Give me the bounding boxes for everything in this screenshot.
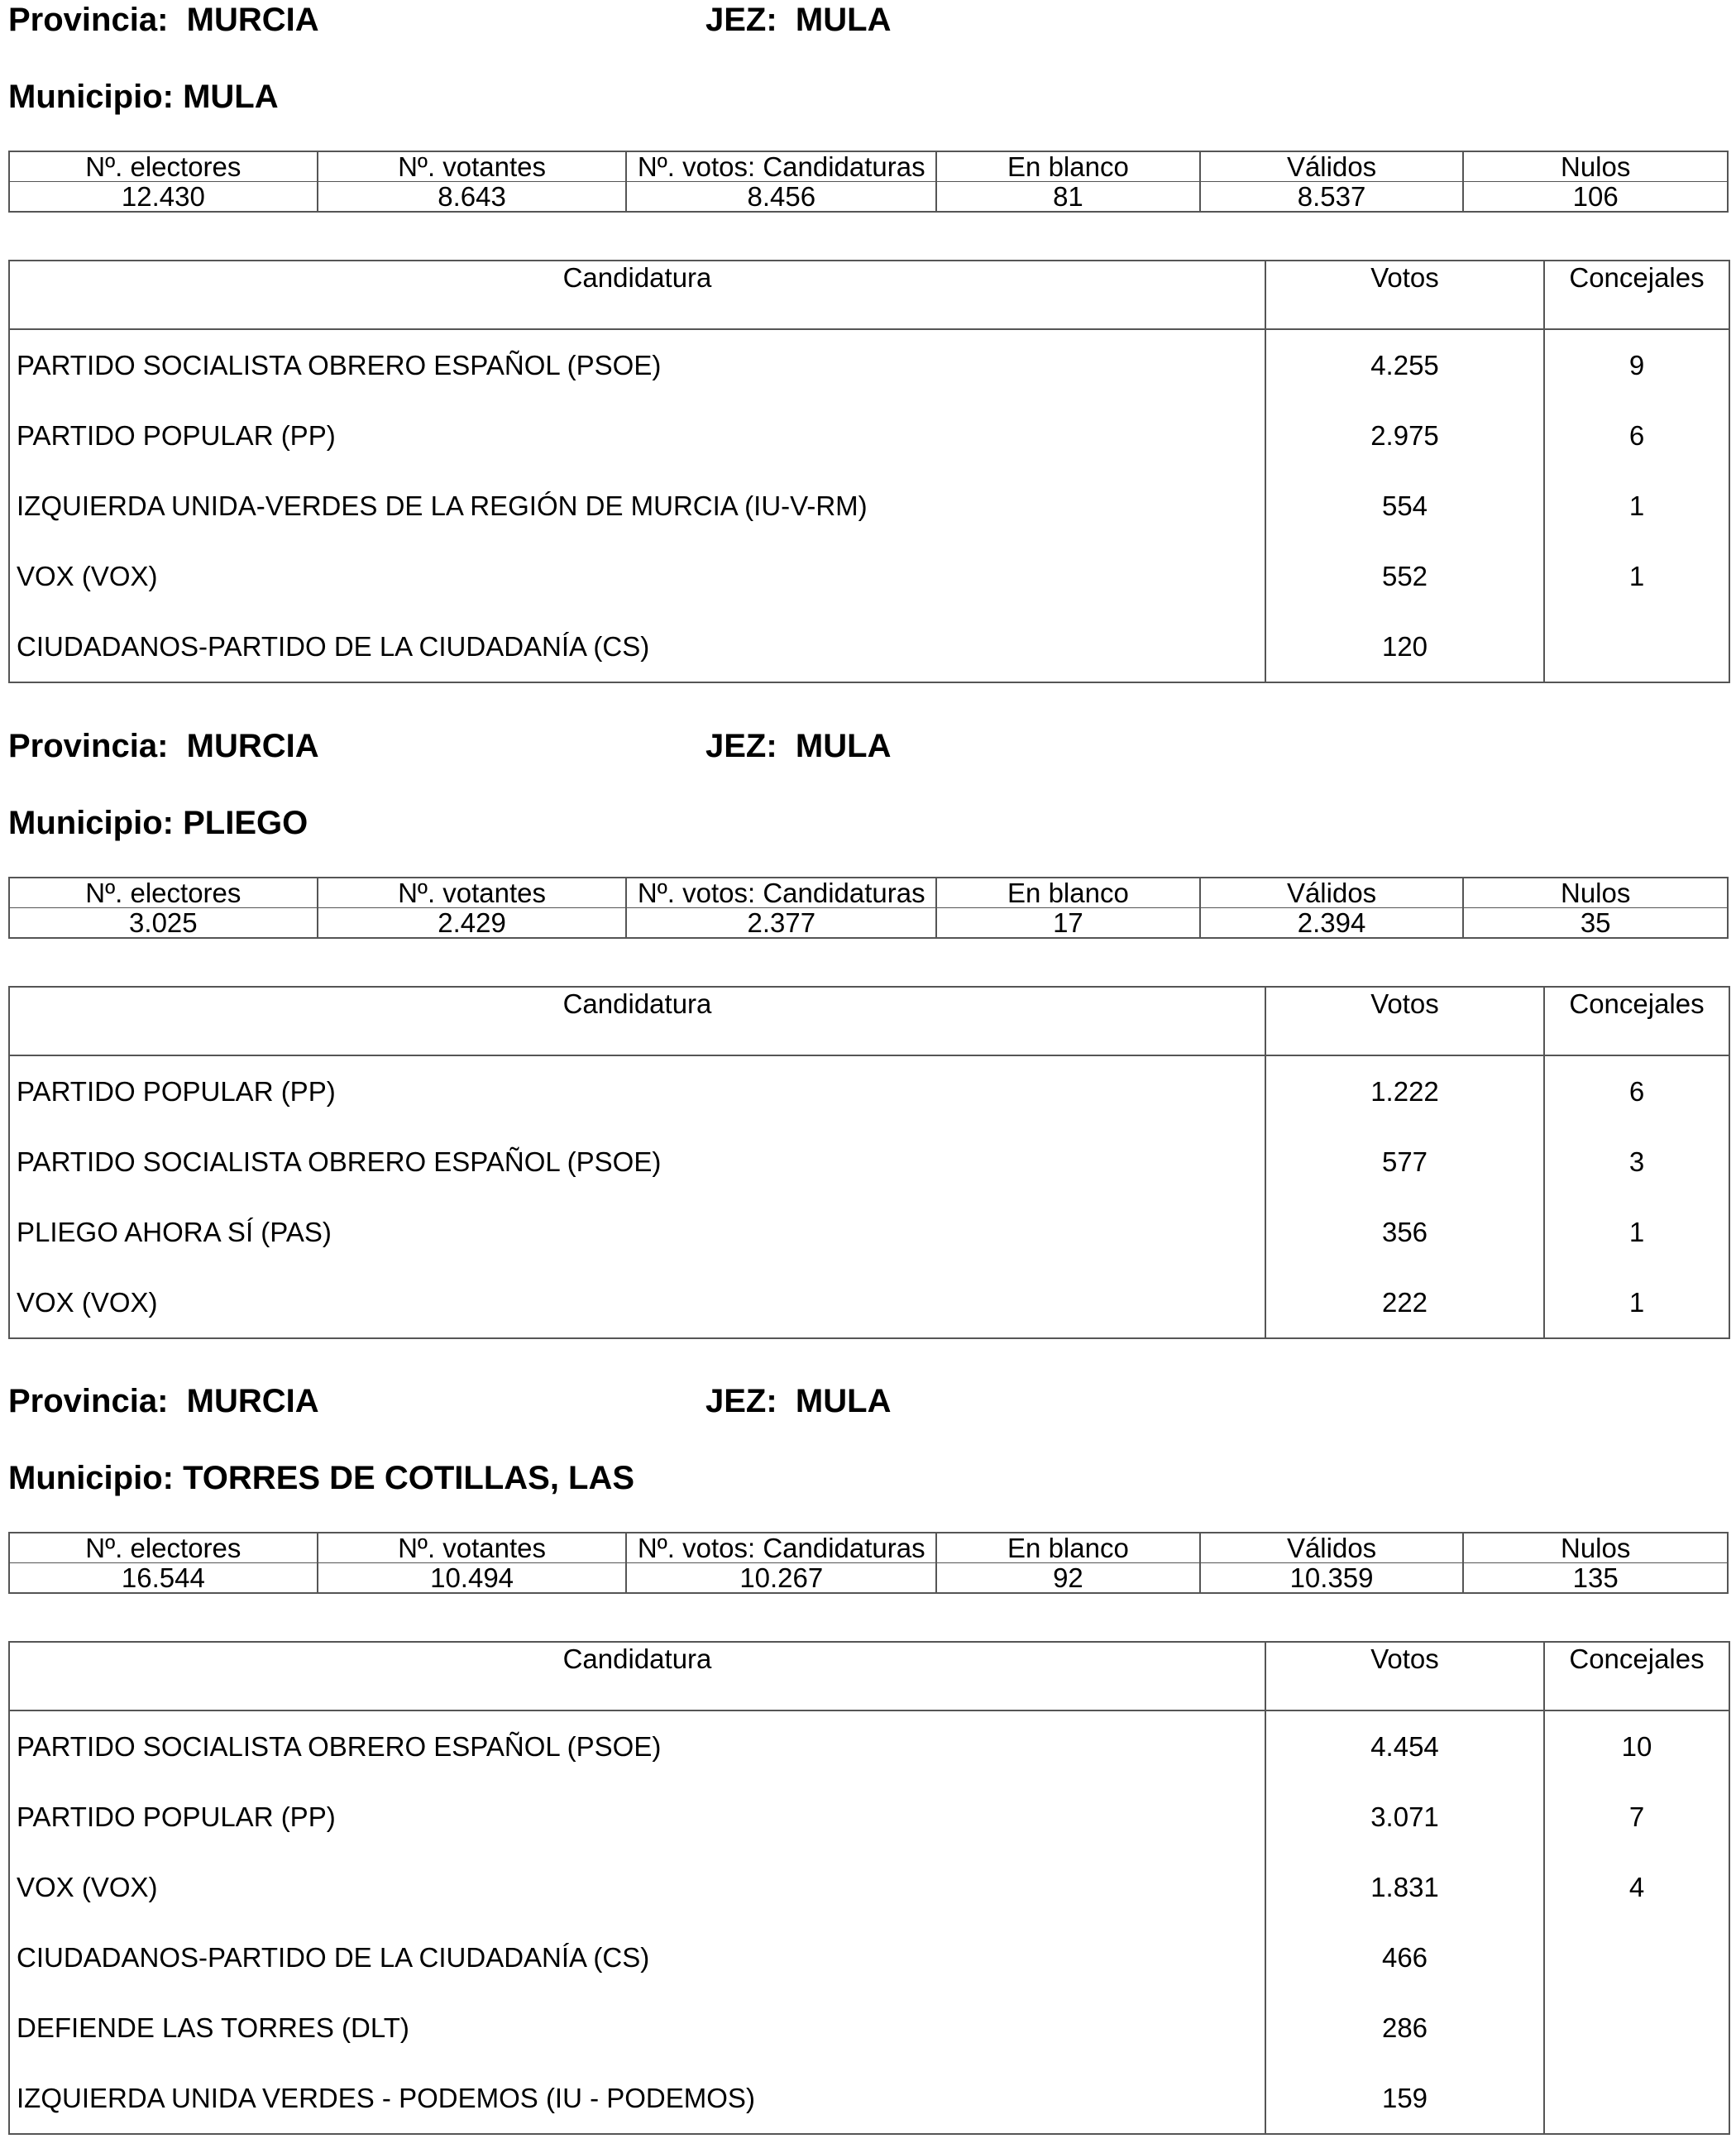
jez-label: JEZ:	[705, 728, 777, 764]
stats-header-cell: Válidos	[1200, 878, 1464, 908]
stats-header-cell: Nº. electores	[9, 151, 318, 182]
municipio-section	[0, 726, 1736, 1388]
stats-header-cell: Válidos	[1200, 1533, 1464, 1563]
jez-value: MULA	[795, 2, 892, 38]
candidaturas-header-cell: Votos	[1265, 1642, 1544, 1710]
candidatura-name: PARTIDO SOCIALISTA OBRERO ESPAÑOL (PSOE)	[9, 329, 1265, 400]
municipio-section	[0, 1381, 1736, 2113]
candidatura-name: PARTIDO SOCIALISTA OBRERO ESPAÑOL (PSOE)	[9, 1127, 1265, 1197]
stats-value-cell: 10.359	[1200, 1563, 1464, 1594]
stats-header-cell: Nº. electores	[9, 878, 318, 908]
table-row	[9, 611, 1729, 682]
candidatura-votos: 552	[1265, 541, 1544, 611]
stats-value-cell: 92	[936, 1563, 1200, 1594]
stats-header-cell: Nulos	[1463, 878, 1728, 908]
stats-header-cell: Nº. votantes	[318, 151, 627, 182]
municipio-value: MULA	[183, 79, 279, 115]
provincia-label: Provincia:	[8, 1383, 169, 1419]
provincia-heading	[8, 726, 319, 766]
table-row	[9, 400, 1729, 471]
provincia-heading	[8, 1381, 319, 1421]
stats-value-cell: 8.537	[1200, 182, 1464, 213]
stats-table	[8, 1532, 1729, 1594]
municipio-value: PLIEGO	[183, 805, 308, 841]
stats-header-cell: Nº. votos: Candidaturas	[626, 1533, 936, 1563]
stats-header-row	[9, 1533, 1728, 1563]
municipio-value: TORRES DE COTILLAS, LAS	[183, 1460, 635, 1496]
candidatura-votos: 222	[1265, 1267, 1544, 1338]
candidaturas-table	[8, 986, 1730, 1339]
candidatura-name: CIUDADANOS-PARTIDO DE LA CIUDADANÍA (CS)	[9, 1922, 1265, 1993]
candidatura-concejales	[1544, 611, 1729, 682]
candidatura-concejales: 6	[1628, 1075, 1645, 1107]
stats-table	[8, 151, 1729, 213]
candidatura-concejales	[1544, 1993, 1729, 2063]
candidatura-name: PARTIDO POPULAR (PP)	[9, 400, 1265, 471]
stats-header-cell: En blanco	[936, 151, 1200, 182]
municipio-heading	[8, 803, 308, 843]
candidatura-name: VOX (VOX)	[9, 1267, 1265, 1338]
table-row	[9, 1055, 1729, 1127]
candidatura-votos: 1.222	[1265, 1055, 1544, 1127]
table-row	[9, 1127, 1729, 1197]
candidaturas-header-row	[9, 261, 1729, 329]
candidatura-votos: 159	[1265, 2063, 1544, 2134]
table-row	[9, 1197, 1729, 1267]
stats-header-row	[9, 878, 1728, 908]
stats-header-cell: Nulos	[1463, 151, 1728, 182]
table-row	[9, 1993, 1729, 2063]
candidatura-votos: 554	[1265, 471, 1544, 541]
stats-value-cell: 106	[1463, 182, 1728, 213]
stats-header-cell: Nº. votos: Candidaturas	[626, 151, 936, 182]
candidatura-concejales: 7	[1628, 1801, 1645, 1832]
candidatura-concejales: 6	[1628, 419, 1645, 451]
stats-value-cell: 2.377	[626, 908, 936, 939]
municipio-label: Municipio:	[8, 1460, 174, 1496]
candidaturas-header-cell: Votos	[1265, 987, 1544, 1055]
candidatura-concejales: 1	[1628, 560, 1645, 591]
candidatura-concejales	[1544, 1922, 1729, 1993]
table-row	[9, 1852, 1729, 1922]
candidatura-votos: 286	[1265, 1993, 1544, 2063]
stats-header-cell: Nulos	[1463, 1533, 1728, 1563]
candidatura-name: VOX (VOX)	[9, 541, 1265, 611]
table-row	[9, 471, 1729, 541]
table-row	[9, 1267, 1729, 1338]
stats-value-cell: 10.267	[626, 1563, 936, 1594]
stats-value-cell: 81	[936, 182, 1200, 213]
candidatura-votos: 120	[1265, 611, 1544, 682]
jez-heading	[705, 0, 891, 40]
provincia-label: Provincia:	[8, 2, 169, 38]
stats-value-cell: 10.494	[318, 1563, 627, 1594]
candidatura-concejales: 1	[1628, 1216, 1645, 1247]
stats-table	[8, 877, 1729, 939]
stats-value-cell: 17	[936, 908, 1200, 939]
jez-value: MULA	[795, 1383, 892, 1419]
candidatura-votos: 466	[1265, 1922, 1544, 1993]
provincia-value: MURCIA	[186, 728, 319, 764]
candidaturas-header-cell: Votos	[1265, 261, 1544, 329]
stats-value-cell: 12.430	[9, 182, 318, 213]
candidaturas-table	[8, 260, 1730, 683]
table-row	[9, 1782, 1729, 1852]
candidatura-concejales: 1	[1628, 490, 1645, 521]
candidaturas-header-cell: Concejales	[1544, 1642, 1729, 1710]
candidatura-votos: 1.831	[1265, 1852, 1544, 1922]
stats-value-cell: 8.643	[318, 182, 627, 213]
candidatura-name: VOX (VOX)	[9, 1852, 1265, 1922]
stats-value-cell: 135	[1463, 1563, 1728, 1594]
jez-label: JEZ:	[705, 1383, 777, 1419]
jez-value: MULA	[795, 728, 892, 764]
candidatura-concejales	[1544, 2063, 1729, 2134]
stats-value-row	[9, 908, 1728, 939]
candidatura-concejales: 4	[1628, 1871, 1645, 1902]
table-row	[9, 1710, 1729, 1782]
stats-header-row	[9, 151, 1728, 182]
stats-value-cell: 35	[1463, 908, 1728, 939]
stats-value-row	[9, 182, 1728, 213]
stats-header-cell: Nº. electores	[9, 1533, 318, 1563]
candidatura-concejales: 3	[1628, 1146, 1645, 1177]
candidatura-name: DEFIENDE LAS TORRES (DLT)	[9, 1993, 1265, 2063]
candidatura-votos: 4.255	[1265, 329, 1544, 400]
stats-value-cell: 3.025	[9, 908, 318, 939]
stats-value-cell: 16.544	[9, 1563, 318, 1594]
candidaturas-header-cell: Candidatura	[9, 987, 1265, 1055]
candidatura-concejales: 10	[1621, 1730, 1652, 1762]
municipio-heading	[8, 1458, 634, 1498]
candidatura-votos: 4.454	[1265, 1710, 1544, 1782]
provincia-heading	[8, 0, 319, 40]
municipio-label: Municipio:	[8, 79, 174, 115]
candidatura-name: PARTIDO POPULAR (PP)	[9, 1782, 1265, 1852]
table-row	[9, 541, 1729, 611]
municipio-heading	[8, 77, 279, 117]
candidaturas-table	[8, 1641, 1730, 2135]
table-row	[9, 1922, 1729, 1993]
jez-heading	[705, 726, 891, 766]
stats-value-row	[9, 1563, 1728, 1594]
table-row	[9, 329, 1729, 400]
provincia-label: Provincia:	[8, 728, 169, 764]
candidatura-name: IZQUIERDA UNIDA-VERDES DE LA REGIÓN DE MURCIA (IU-V-RM)	[9, 471, 1265, 541]
stats-value-cell: 2.394	[1200, 908, 1464, 939]
stats-header-cell: En blanco	[936, 1533, 1200, 1563]
stats-header-cell: Nº. votantes	[318, 1533, 627, 1563]
candidaturas-header-cell: Candidatura	[9, 261, 1265, 329]
candidaturas-header-row	[9, 987, 1729, 1055]
candidatura-name: PARTIDO POPULAR (PP)	[9, 1055, 1265, 1127]
stats-value-cell: 2.429	[318, 908, 627, 939]
stats-header-cell: Válidos	[1200, 151, 1464, 182]
candidatura-votos: 577	[1265, 1127, 1544, 1197]
candidatura-concejales: 1	[1628, 1286, 1645, 1318]
provincia-value: MURCIA	[186, 2, 319, 38]
jez-label: JEZ:	[705, 2, 777, 38]
candidatura-name: PARTIDO SOCIALISTA OBRERO ESPAÑOL (PSOE)	[9, 1710, 1265, 1782]
candidatura-name: CIUDADANOS-PARTIDO DE LA CIUDADANÍA (CS)	[9, 611, 1265, 682]
candidatura-concejales: 9	[1628, 349, 1645, 380]
stats-value-cell: 8.456	[626, 182, 936, 213]
candidaturas-header-row	[9, 1642, 1729, 1710]
stats-header-cell: Nº. votos: Candidaturas	[626, 878, 936, 908]
stats-header-cell: Nº. votantes	[318, 878, 627, 908]
candidatura-votos: 2.975	[1265, 400, 1544, 471]
candidatura-votos: 356	[1265, 1197, 1544, 1267]
candidaturas-header-cell: Concejales	[1544, 987, 1729, 1055]
provincia-value: MURCIA	[186, 1383, 319, 1419]
municipio-section	[0, 0, 1736, 662]
candidatura-name: IZQUIERDA UNIDA VERDES - PODEMOS (IU - PODEMOS)	[9, 2063, 1265, 2134]
candidatura-name: PLIEGO AHORA SÍ (PAS)	[9, 1197, 1265, 1267]
candidatura-votos: 3.071	[1265, 1782, 1544, 1852]
municipio-label: Municipio:	[8, 805, 174, 841]
stats-header-cell: En blanco	[936, 878, 1200, 908]
jez-heading	[705, 1381, 891, 1421]
candidaturas-header-cell: Concejales	[1544, 261, 1729, 329]
candidaturas-header-cell: Candidatura	[9, 1642, 1265, 1710]
table-row	[9, 2063, 1729, 2134]
